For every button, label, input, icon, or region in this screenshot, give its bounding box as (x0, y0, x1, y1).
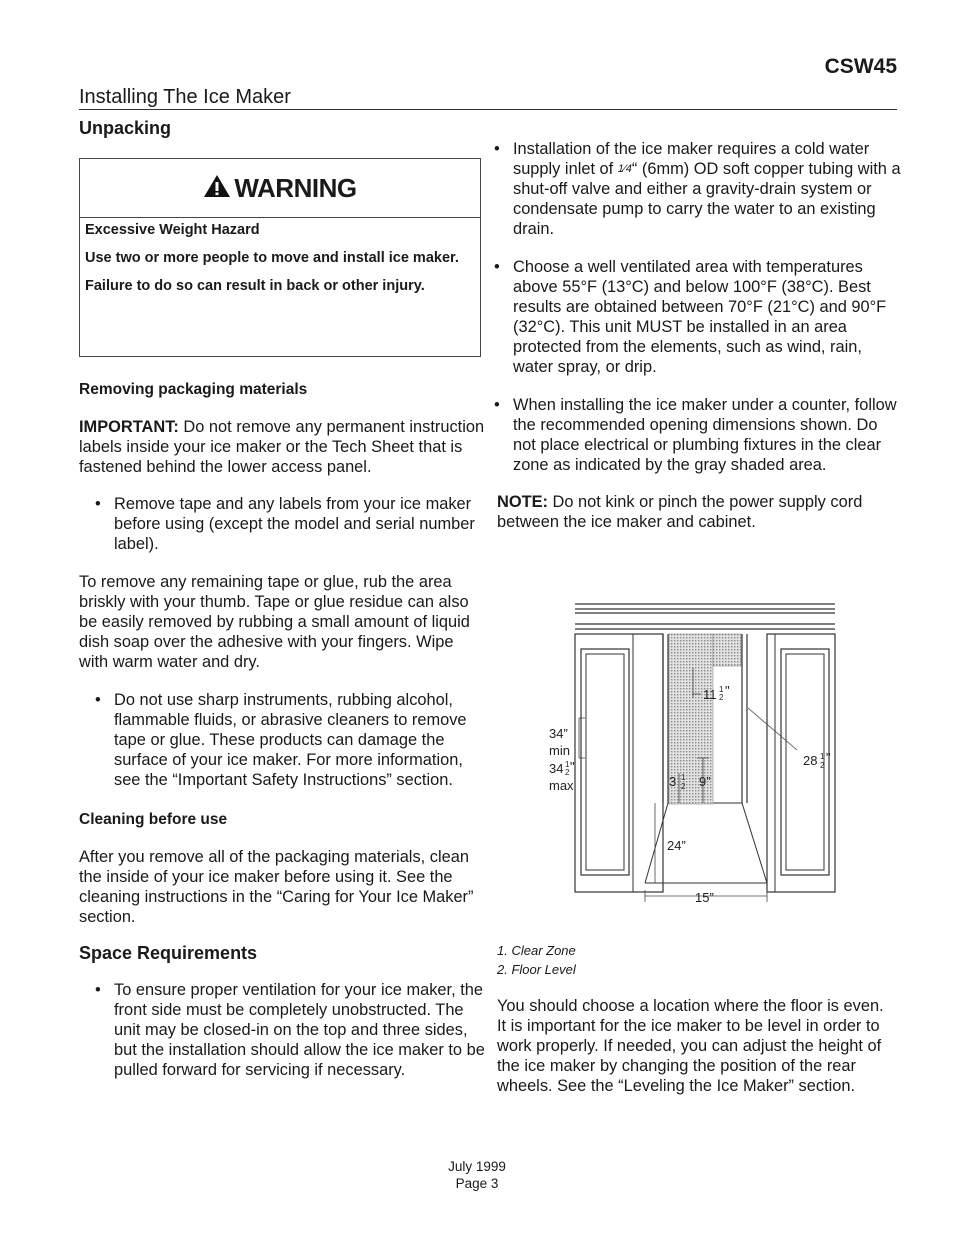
list-item: • Do not use sharp instruments, rubbing alcohol, flammable fluids, or abrasive cleaners to remove tape or glue. These products can damage the surface of your ice maker. For more information, see the “Important Safety Instructions” section. (79, 690, 485, 790)
dim-34-max-label: max (549, 778, 574, 793)
model-number: CSW45 (824, 55, 897, 78)
residue-paragraph: To remove any remaining tape or glue, rub the area briskly with your thumb. Tape or glue residue can also be easily removed by rubbing a small amount of liquid dish soap over the adhesive with your fingers. Wipe with warm water and dry. (79, 573, 470, 671)
warning-instruction: Use two or more people to move and install ice maker. (85, 250, 459, 266)
dim-34-max-frac-num: 1 (565, 760, 570, 769)
list-item: • Remove tape and any labels from your ice maker before using (except the model and serial number label). (79, 494, 485, 554)
floor-section (497, 996, 897, 1096)
tape-list (79, 494, 485, 554)
cleaning-heading: Cleaning before use (79, 811, 228, 828)
page-footer (0, 1158, 954, 1192)
left-column (79, 118, 485, 1080)
ventilation-list (79, 980, 485, 1080)
footer-page-number: Page 3 (455, 1176, 499, 1191)
note-text: Do not kink or pinch the power supply cord between the ice maker and cabinet. (497, 493, 863, 531)
dim-34-max-value: 34 (549, 761, 564, 776)
space-heading: Space Requirements (79, 943, 258, 963)
dim-24-value: 24” (667, 838, 686, 853)
cleaning-paragraph: After you remove all of the packaging materials, clean the inside of your ice maker before using it. See the cleaning instructions in the “Caring for Your Ice Maker” section. (79, 848, 474, 926)
right-column (497, 139, 901, 532)
dim-34-min-label: min (549, 743, 570, 758)
dim-34-max-frac-den: 2 (565, 768, 570, 777)
footer-date: July 1999 (448, 1159, 506, 1174)
list-item: • To ensure proper ventilation for your ice maker, the front side must be completely unobstructed. The unit may be closed-in on the top and three sides, but the installation should allow the ice maker to be pulled forward for servicing if necessary. (79, 980, 485, 1080)
important-paragraph (79, 417, 485, 477)
water-text-post: “ (6mm) OD soft copper tubing with a shut-off valve and either a gravity-drain system or condensate pump to carry the water to an existing drain. (513, 160, 901, 238)
dim-28-frac-den: 2 (820, 761, 825, 770)
dim-34-max-inch: " (570, 759, 575, 774)
sharp-list (79, 690, 485, 790)
dim-11-frac-den: 2 (719, 693, 724, 702)
warning-header (80, 159, 480, 218)
dim-11-value: 11 (703, 687, 717, 702)
warning-consequence: Failure to do so can result in back or other injury. (85, 278, 425, 294)
dim-9-value: 9” (699, 774, 711, 789)
warning-box (79, 158, 481, 357)
warning-body (80, 218, 480, 308)
caption-floor-level: 2. Floor Level (497, 962, 576, 977)
warning-word: WARNING (234, 173, 357, 203)
dim-28-frac-num: 1 (820, 752, 825, 761)
dim-3-frac-den: 2 (681, 782, 686, 791)
dim-28-value: 28 (803, 753, 818, 768)
warning-hazard: Excessive Weight Hazard (85, 222, 260, 238)
dim-3-value: 3 (669, 774, 677, 789)
section-title: Installing The Ice Maker (79, 86, 291, 108)
requirements-list (478, 139, 901, 475)
floor-paragraph: You should choose a location where the floor is even. It is important for the ice maker to be level in order to work properly. If needed, you can adjust the height of the ice maker by changing the position of the rear wheels. See the “Leveling the Ice Maker” section. (497, 997, 884, 1095)
note-label: NOTE: (497, 493, 548, 511)
clear-zone (713, 634, 741, 666)
list-item (478, 139, 901, 239)
list-item: • Choose a well ventilated area with temperatures above 55°F (13°C) and below 100°F (38°C). Best results are obtained between 70°F (21°C) and 90°F (32°C). This unit MUST be installed in an area protected from the elements, such as wind, rain, water spray, or drip. (478, 257, 901, 377)
dim-34-min-value: 34” (549, 726, 568, 741)
important-text: Do not remove any permanent instruction labels inside your ice maker or the Tech Sheet that is fastened behind the lower access panel. (79, 418, 485, 476)
water-fraction: 1⁄4 (617, 163, 632, 175)
dim-15-value: 15” (695, 890, 714, 905)
removing-heading: Removing packaging materials (79, 381, 308, 398)
dim-11-inch: " (725, 683, 730, 698)
caption-clear-zone: 1. Clear Zone (497, 943, 576, 958)
important-label: IMPORTANT: (79, 418, 179, 436)
installation-diagram (545, 598, 845, 928)
header-divider (79, 109, 897, 110)
dim-28-inch: " (826, 750, 831, 765)
note-paragraph (497, 492, 901, 532)
list-item: • When installing the ice maker under a counter, follow the recommended opening dimensions shown. Do not place electrical or plumbing fixtures in the clear zone as indicated by the gray shaded area. (478, 395, 901, 475)
dim-11-frac-num: 1 (719, 685, 724, 694)
dim-3-frac-num: 1 (681, 773, 686, 782)
water-text-pre: Installation of the ice maker requires a cold water supply inlet of (513, 140, 870, 178)
unpacking-heading: Unpacking (79, 118, 172, 138)
warning-triangle-icon (203, 174, 231, 203)
